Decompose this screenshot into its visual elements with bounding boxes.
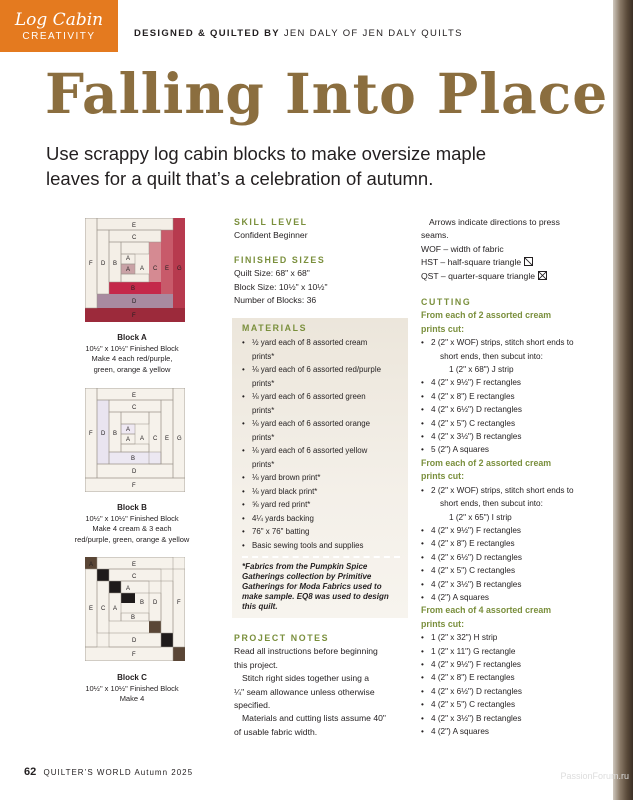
subtitle [46, 141, 566, 191]
abbrev-line [421, 256, 611, 269]
label-e: E [132, 562, 137, 568]
list-item: • 4 (2" x 3½") B rectangles [421, 578, 611, 591]
label-b: B [113, 431, 118, 437]
caption-title: Block B [117, 503, 147, 512]
list-item: • 4 (2") A squares [421, 591, 611, 604]
list-item: short ends, then subcut into: [440, 351, 543, 361]
label-b: B [131, 456, 136, 462]
list-item: • 4 (2" x 8") E rectangles [421, 671, 611, 684]
list-item: • 4 (2" x 8") E rectangles [421, 537, 611, 550]
list-item: • 4 (2" x 9½") F rectangles [421, 658, 611, 671]
cutting-subheading: prints cut: [421, 618, 465, 629]
label-f: F [89, 261, 93, 267]
list-item: 1 (2" x 68") J strip [449, 365, 514, 375]
block-b-diagram [85, 388, 185, 492]
label-c: C [153, 266, 158, 272]
list-item: short ends, then subcut into: [440, 499, 543, 509]
label-a: A [126, 267, 131, 273]
label-a: A [126, 427, 131, 433]
page-number: 62 [24, 766, 37, 778]
caption-line: green, orange & yellow [93, 364, 171, 374]
list-item: • 4 (2" x 6½") D rectangles [421, 685, 611, 698]
note-line: Stitch right sides together using a [242, 673, 370, 684]
label-g: G [177, 436, 182, 442]
cutting-subheading: prints cut: [421, 471, 465, 482]
cutting-heading: CUTTING [421, 297, 472, 307]
note-line: Materials and cutting lists assume 40" [242, 713, 386, 724]
caption-title: Block A [117, 333, 147, 342]
list-item: prints* [252, 351, 275, 361]
label-c: C [132, 235, 137, 241]
abbrev-line: WOF – width of fabric [421, 243, 504, 254]
label-c: C [132, 405, 137, 411]
list-item: • ⅛ yard brown print* [242, 471, 400, 485]
list-item: • 4 (2" x 6½") D rectangles [421, 551, 611, 564]
list-item: • ⅛ yard black print* [242, 485, 400, 499]
cutting-list [421, 484, 611, 605]
block-a-diagram [85, 218, 185, 322]
label-d: D [132, 638, 137, 644]
list-item: • 4 (2") A squares [421, 725, 611, 738]
note-line: Read all instructions before beginning [234, 646, 378, 657]
project-notes-heading: PROJECT NOTES [234, 633, 330, 643]
skill-finished-section [234, 216, 404, 307]
quilt-size: Quilt Size: 68" x 68" [234, 268, 310, 279]
list-item: prints* [252, 378, 275, 388]
label-d: D [132, 469, 137, 475]
byline-label: DESIGNED & QUILTED BY [134, 28, 280, 39]
cutting-subheading: From each of 2 assorted cream [421, 457, 552, 468]
label-e: E [132, 223, 137, 229]
materials-list [242, 336, 400, 552]
abbrev-line: Arrows indicate directions to press [429, 217, 560, 227]
list-item: • ⅛ yard each of 6 assorted red/purple [242, 363, 400, 377]
label-f: F [132, 483, 136, 489]
tab-script-text: Log Cabin [14, 10, 104, 30]
project-notes-section [234, 632, 409, 739]
list-item: • 4 (2" x 5") C rectangles [421, 417, 611, 430]
label-f: F [177, 600, 181, 606]
skill-level-value: Confident Beginner [234, 230, 308, 241]
list-item: • Basic sewing tools and supplies [242, 539, 400, 553]
label-g: G [177, 266, 182, 272]
label-b: B [131, 286, 136, 292]
hst-label: HST – half-square triangle [421, 257, 522, 268]
list-item: • 1 (2" x 32") H strip [421, 631, 611, 644]
label-a: A [113, 606, 118, 612]
caption-line: 10½" x 10½" Finished Block [85, 683, 179, 693]
page-title: Falling Into Place [45, 61, 609, 126]
label-e: E [165, 266, 170, 272]
block-count: Number of Blocks: 36 [234, 295, 317, 306]
cutting-section [421, 296, 611, 738]
block-a-caption [62, 333, 202, 375]
page-footer [24, 766, 193, 778]
list-item: • 2 (2" x WOF) strips, stitch short ends to [421, 484, 611, 497]
list-item: 1 (2" x 65") I strip [449, 512, 512, 522]
materials-box [232, 318, 408, 618]
label-d: D [101, 261, 106, 267]
label-f: F [89, 431, 93, 437]
abbrev-line: seams. [421, 230, 449, 241]
label-e: E [89, 606, 94, 612]
list-item: • 2 (2" x WOF) strips, stitch short ends to [421, 336, 611, 349]
list-item: • ⅛ yard each of 6 assorted orange [242, 417, 400, 431]
label-f: F [132, 652, 136, 658]
caption-line: Make 4 cream & 3 each [92, 524, 172, 533]
finished-sizes-heading: FINISHED SIZES [234, 254, 326, 265]
label-a: A [140, 436, 145, 442]
qst-icon [538, 271, 547, 280]
magazine-name: QUILTER’S WORLD [43, 768, 132, 777]
list-item: prints* [252, 432, 275, 442]
materials-heading: MATERIALS [242, 323, 308, 333]
note-line: ¼" seam allowance unless otherwise [234, 686, 375, 697]
byline-author: JEN DALY OF JEN DALY QUILTS [283, 28, 463, 39]
fabric-note: *Fabrics from the Pumpkin Spice Gatherings collection by Primitive Gatherings for Moda Fabrics used to make sample. EQ8 was used to design this quilt. [242, 562, 389, 611]
list-item: • ⅝ yard red print* [242, 498, 400, 512]
cutting-list [421, 631, 611, 738]
list-item: • 76" x 76" batting [242, 525, 400, 539]
subtitle-line: Use scrappy log cabin blocks to make oversize maple [46, 143, 487, 164]
list-item: • 4 (2" x 5") C rectangles [421, 698, 611, 711]
label-e: E [132, 393, 137, 399]
label-a: A [126, 586, 131, 592]
label-b: B [113, 261, 118, 267]
skill-level-heading: SKILL LEVEL [234, 217, 308, 227]
label-b: B [131, 615, 136, 621]
caption-title: Block C [117, 673, 147, 682]
label-f: F [132, 313, 136, 319]
label-c: C [101, 606, 106, 612]
label-b: B [140, 600, 145, 606]
cutting-subheading: From each of 4 assorted cream [421, 605, 552, 616]
block-c-diagram [85, 557, 185, 661]
list-item: • ⅛ yard each of 6 assorted yellow [242, 444, 400, 458]
hst-icon [524, 257, 533, 266]
block-c-caption [62, 673, 202, 705]
label-a: A [126, 256, 131, 262]
list-item: • ½ yard each of 8 assorted cream [242, 336, 400, 350]
page-edge-decoration [613, 0, 633, 800]
issue-name: Autumn 2025 [134, 768, 194, 777]
cutting-subheading: From each of 2 assorted cream [421, 310, 552, 321]
cutting-list [421, 336, 611, 457]
caption-line: red/purple, green, orange & yellow [74, 534, 190, 544]
list-item: prints* [252, 405, 275, 415]
list-item: • 4 (2" x 3½") B rectangles [421, 430, 611, 443]
label-d: D [101, 431, 106, 437]
label-d: D [153, 600, 158, 606]
caption-line: 10½" x 10½" Finished Block [85, 343, 179, 353]
subtitle-line: leaves for a quilt that’s a celebration of autumn. [46, 168, 434, 189]
block-b-caption [62, 503, 202, 545]
list-item: • ⅛ yard each of 6 assorted green [242, 390, 400, 404]
tab-caps-text: CREATIVITY [22, 31, 96, 42]
list-item: • 4 (2" x 8") E rectangles [421, 390, 611, 403]
byline [134, 28, 463, 39]
list-item: • 4 (2" x 9½") F rectangles [421, 524, 611, 537]
label-d: D [132, 299, 137, 305]
note-line: specified. [234, 700, 271, 711]
abbreviations-section [421, 216, 611, 283]
label-c: C [153, 436, 158, 442]
note-line: this project. [234, 659, 278, 670]
list-item: • 5 (2") A squares [421, 443, 611, 456]
dashed-divider [242, 556, 400, 558]
block-size: Block Size: 10½" x 10½" [234, 281, 328, 292]
list-item: • 4 (2" x 5") C rectangles [421, 564, 611, 577]
abbrev-line [421, 270, 611, 283]
label-c: C [132, 574, 137, 580]
cutting-subheading: prints cut: [421, 323, 465, 334]
qst-label: QST – quarter-square triangle [421, 270, 536, 281]
label-a: A [140, 266, 145, 272]
watermark: PassionForum.ru [560, 771, 629, 781]
label-a: A [126, 437, 131, 443]
caption-line: Make 4 each red/purple, [91, 354, 173, 363]
list-item: • 4 (2" x 9½") F rectangles [421, 376, 611, 389]
label-e: E [165, 436, 170, 442]
list-item: • 1 (2" x 11") G rectangle [421, 645, 611, 658]
list-item: • 4 (2" x 6½") D rectangles [421, 403, 611, 416]
list-item: • 4¼ yards backing [242, 512, 400, 526]
list-item: prints* [252, 459, 275, 469]
caption-line: Make 4 [119, 694, 145, 703]
list-item: • 4 (2" x 3½") B rectangles [421, 712, 611, 725]
section-tab [0, 0, 118, 52]
note-line: of usable fabric width. [234, 726, 318, 737]
label-a: A [89, 562, 94, 568]
caption-line: 10½" x 10½" Finished Block [85, 513, 179, 523]
